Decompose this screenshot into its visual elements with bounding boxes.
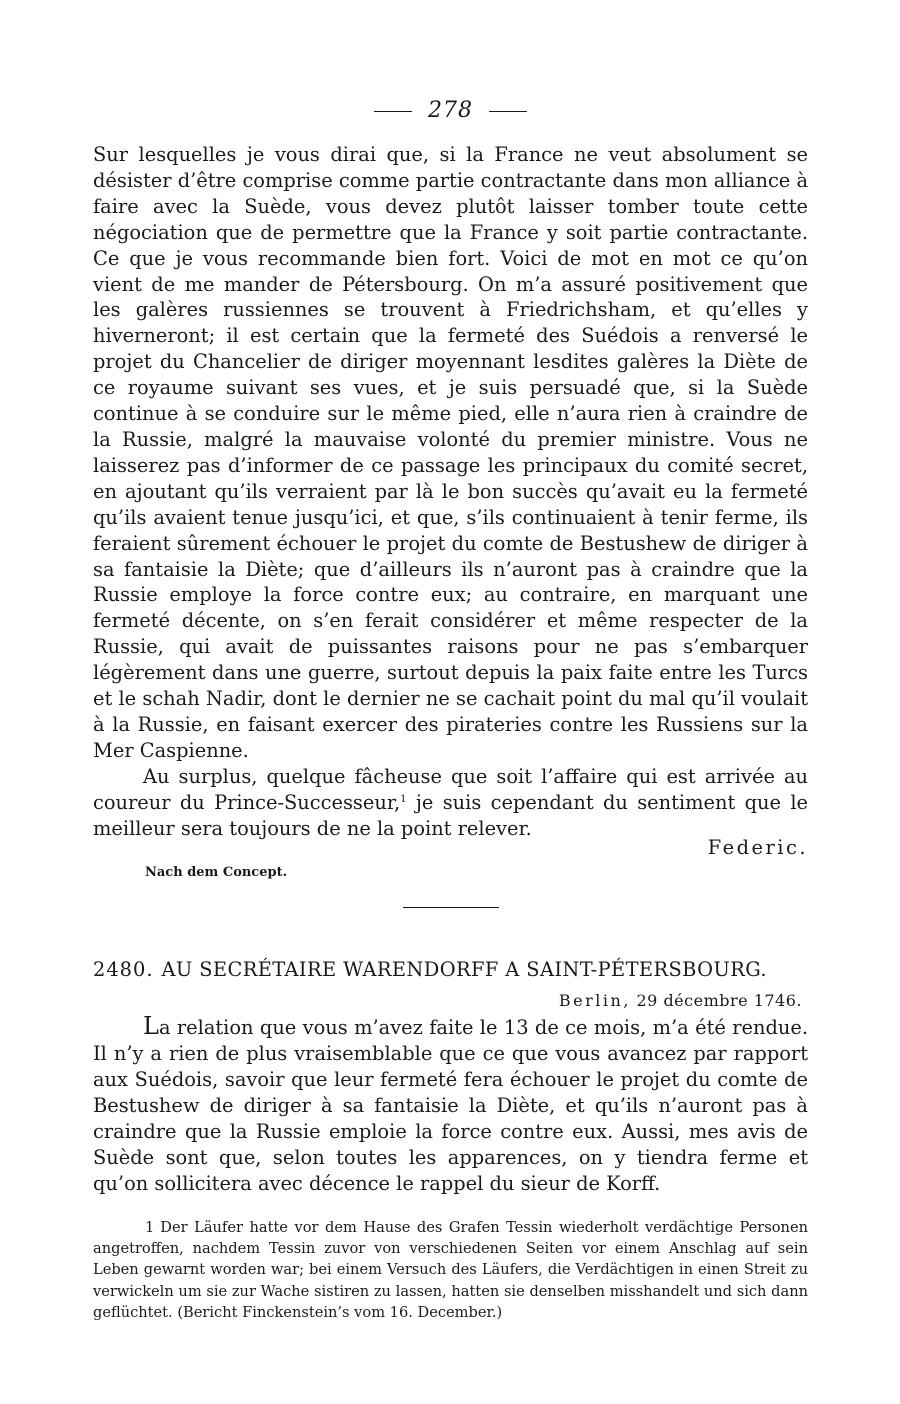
footnote-paragraph <box>93 1217 808 1323</box>
footnote-text: Der Läufer hatte vor dem Hause des Grafen Tessin wiederholt verdächtige Personen angetroffen, nachdem Tessin zuvor von verschiedenen Seiten vor einem Anschlag auf sein Leben gewarnt worden war; bei einem Versuch des Läufers, die Verdächtigen in einen Streit zu verwickeln um sie zur Wache sistiren zu lassen, hatten sie denselben misshandelt und sich dann geflüchtet. (Bericht Finckenstein’s vom 16. December.) <box>93 1218 808 1321</box>
letter-title: AU SECRÉTAIRE WARENDORFF A SAINT-PÉTERSBOURG. <box>161 958 767 982</box>
page-number-text: 278 <box>428 98 473 123</box>
dateline-place: Berlin, <box>558 991 631 1011</box>
letter-continuation <box>93 142 808 865</box>
footnote-mark: 1 <box>145 1218 155 1236</box>
footnote-reference: 1 <box>400 793 407 805</box>
page-number <box>93 98 808 132</box>
paragraph-2-part-1: Au surplus, quelque fâcheuse que soit l’affaire qui est arrivée au coureur du Prince-Successeur, <box>93 764 808 814</box>
letter-paragraph-text: a relation que vous m’avez faite le 13 de ce mois, m’a été rendue. Il n’y a rien de plus vraisemblable que ce que vous avancez par rapport aux Suédois, savoir que leur fermeté fera échouer le projet du comte de Bestushew de diriger à sa fantaisie la Diète, et qu’ils n’auront pas à craindre que la Russie emploie la force contre eux. Aussi, mes avis de Suède sont que, selon toutes les apparences, on y tiendra ferme et qu’on sollicitera avec décence le rappel du sieur de Korff. <box>93 1016 808 1195</box>
signature: Federic. <box>707 836 808 860</box>
page-number-dash-left <box>374 111 412 112</box>
paragraph-2-part-2: je suis cependant du sentiment que le meilleur sera toujours de ne la point relever. <box>93 790 809 840</box>
footnote <box>93 1217 808 1323</box>
letter-number: 2480. <box>93 958 154 982</box>
dateline-date: 29 décembre 1746. <box>630 991 802 1011</box>
paragraph-2 <box>93 764 808 842</box>
section-divider <box>403 907 499 908</box>
letter-heading <box>93 958 808 981</box>
letter-body <box>93 1014 808 1196</box>
page-number-dash-right <box>489 111 527 112</box>
initial-letter: L <box>143 1012 159 1041</box>
paragraph-1: Sur lesquelles je vous dirai que, si la France ne veut absolument se désister d’être comprise comme partie contractante dans mon alliance à faire avec la Suède, vous devez plutôt laisser tomber toute cette négociation que de permettre que la France y soit partie contractante. Ce que je vous recommande bien fort. Voici de mot en mot ce qu’on vient de me mander de Pétersbourg. On m’a assuré positivement que les galères russiennes se trouvent à Friedrichsham, et qu’elles y hiverneront; il est certain que la fermeté des Suédois a renversé le projet du Chancelier de diriger moyennant lesdites galères la Diète de ce royaume suivant ses vues, et je suis persuadé que, si la Suède continue à se conduire sur le même pied, elle n’aura rien à craindre de la Russie, malgré la mauvaise volonté du premier ministre. Vous ne laisserez pas d’informer de ce passage les principaux du comité secret, en ajoutant qu’ils verraient par là le bon succès qu’avait eu la fermeté qu’ils avaient tenue jusqu’ici, et que, s’ils continuaient à tenir ferme, ils feraient sûrement échouer le projet du comte de Bestushew de diriger à sa fantaisie la Diète; que d’ailleurs ils n’auront pas à craindre que la Russie employe la force contre eux; au contraire, en marquant une fermeté décente, on s’en ferait considérer et même respecter de la Russie, qui avait de puissantes raisons pour ne pas s’embarquer légèrement dans une guerre, surtout depuis la paix faite entre les Turcs et le schah Nadir, dont le dernier ne se cachait point du mal qu’il voulait à la Russie, en faisant exercer des pirateries contre les Russiens sur la Mer Caspienne. <box>93 143 809 762</box>
source-note: Nach dem Concept. <box>145 865 288 881</box>
dateline <box>93 991 802 1010</box>
signature-row <box>93 836 808 865</box>
letter-paragraph <box>93 1014 808 1196</box>
